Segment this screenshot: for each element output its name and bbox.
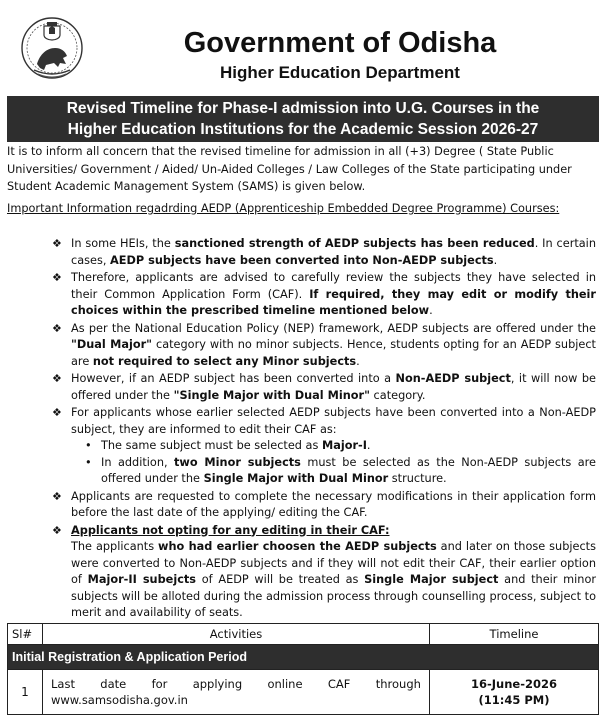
bullet-text: For applicants whose earlier selected AEDP subjects have been converted into a Non-AEDP subject, they are informed to edit their CAF as: (71, 406, 596, 436)
bullet-bold: two Minor subjects (174, 455, 301, 469)
activity-word: for (151, 677, 168, 691)
bullet-text: Applicants are requested to complete the necessary modifications in their application form before the last date of the applying/ editing the CAF. (71, 489, 596, 519)
bullet-text: However, if an AEDP subject has been converted into a (71, 372, 396, 385)
bullet-bold: Single Major with Dual Minor (203, 472, 389, 485)
bullet-text: and their minor subjects will be alloted during the admission process through counselling process, subject to merit and availability of seats. (71, 573, 596, 619)
dot-bullet-icon: • (85, 455, 92, 469)
row-activity (43, 670, 430, 715)
bullet-bold: who had earlier choosen the AEDP subjects (158, 540, 437, 553)
activity-word: applying (192, 677, 243, 691)
bullet-bold: "Dual Major" (71, 338, 153, 351)
bullet-bold: Non-AEDP subject (395, 372, 511, 385)
intro-paragraph: It is to inform all concern that the revised timeline for admission in all (+3) Degree ( State Public Universities/ Government / Aided/ Un-Aided Colleges / Law Colleges of the State participating under Student Academic Management System (SAMS) is given below. (7, 145, 572, 193)
bullet-text: of AEDP will be treated as (196, 573, 365, 586)
bullet-text: As per the National Education Policy (NEP) framework, AEDP subjects are offered under the (71, 321, 596, 335)
row-serial: 1 (8, 670, 43, 715)
diamond-bullet-icon: ❖ (52, 271, 62, 284)
activity-word: CAF (327, 677, 351, 691)
banner-line-2: Higher Education Institutions for the Academic Session 2026-27 (67, 121, 539, 138)
diamond-bullet-icon: ❖ (52, 406, 62, 419)
activity-word: date (100, 677, 127, 691)
bullet-text: . In certain cases, (71, 237, 596, 267)
sub-bullet-item (85, 438, 596, 455)
table-row (8, 670, 599, 715)
diamond-bullet-icon: ❖ (52, 237, 62, 250)
bullet-bold: not required to select any Minor subjects (92, 354, 357, 368)
bullet-text: structure. (388, 472, 447, 485)
department-name: Higher Education Department (220, 63, 460, 82)
activity-word: online (267, 677, 303, 691)
bullet-text: category with no minor subjects. Hence, students opting for an AEDP subject are (71, 338, 596, 368)
bullet-text: category. (369, 388, 426, 402)
bullet-text: The same subject must be selected as (101, 439, 322, 452)
aedp-bullet-list (52, 236, 596, 623)
bullet-bold: AEDP subjects have been converted into Non-AEDP subjects (110, 253, 494, 267)
row-timeline (430, 670, 599, 715)
bullet-text: The applicants (71, 540, 159, 553)
bullet-bold: Single Major subject (364, 573, 499, 586)
column-header-timeline: Timeline (430, 624, 599, 645)
bullet-text: In addition, (101, 455, 175, 469)
bullet-text: In some HEIs, the (71, 237, 175, 250)
bullet-subheading: Applicants not opting for any editing in their CAF: (71, 523, 390, 537)
dot-bullet-icon: • (85, 439, 92, 452)
banner-line-1: Revised Timeline for Phase-I admission into U.G. Courses in the (66, 100, 540, 117)
bullet-item (52, 489, 596, 522)
bullet-item (52, 236, 596, 269)
bullet-bold: "Single Major with Dual Minor" (173, 388, 370, 402)
bullet-bold: sanctioned strength of AEDP subjects has been reduced (174, 237, 535, 250)
bullet-text: . (356, 354, 360, 368)
diamond-bullet-icon: ❖ (52, 489, 62, 503)
activity-word: through (375, 677, 421, 691)
table-header-row (8, 624, 599, 645)
table-section-row (8, 645, 599, 670)
bullet-bold: If required, they may edit or modify their choices within the prescribed timeline mentioned below (71, 287, 596, 317)
diamond-bullet-icon: ❖ (52, 321, 62, 335)
government-title: Government of Odisha (183, 27, 497, 59)
timeline-time: (11:45 PM) (478, 693, 550, 707)
bullet-text: . (493, 253, 498, 267)
bullet-text: must be selected as the Non-AEDP subjects are offered under the (101, 455, 596, 485)
bullet-item (52, 405, 596, 488)
bullet-item (52, 371, 596, 404)
bullet-text: , it will now be offered under the (71, 372, 596, 402)
bullet-item (52, 321, 596, 371)
bullet-text: . (429, 304, 433, 317)
bullet-text: and later on those subjects were converted to Non-AEDP subjects and if they will not edit their CAF, their earlier option of (71, 540, 596, 586)
column-header-sl: Sl# (8, 624, 43, 645)
section-title: Initial Registration & Application Period (8, 645, 599, 670)
bullet-item (52, 270, 596, 320)
activity-word: Last (51, 677, 75, 691)
diamond-bullet-icon: ❖ (52, 372, 62, 385)
bullet-item (52, 523, 596, 622)
diamond-bullet-icon: ❖ (52, 523, 62, 537)
column-header-activities: Activities (43, 624, 430, 645)
timeline-date: 16-June-2026 (470, 677, 557, 691)
aedp-info-heading: Important Information regadrding AEDP (Apprenticeship Embedded Degree Programme) Courses: (7, 202, 560, 215)
bullet-bold: Major-II subejcts (87, 573, 197, 586)
bullet-bold: Major-I (321, 439, 367, 452)
timeline-table (7, 623, 599, 715)
activity-line-1 (51, 676, 421, 692)
sub-bullet-item (85, 455, 596, 488)
bullet-text: Therefore, applicants are advised to carefully review the subjects they have selected in their Common Application Form (CAF). (71, 271, 596, 301)
bullet-text: . (366, 439, 371, 452)
odisha-state-emblem-icon (20, 12, 84, 90)
notice-banner (7, 96, 599, 142)
sams-website-link[interactable]: www.samsodisha.gov.in (51, 693, 188, 707)
